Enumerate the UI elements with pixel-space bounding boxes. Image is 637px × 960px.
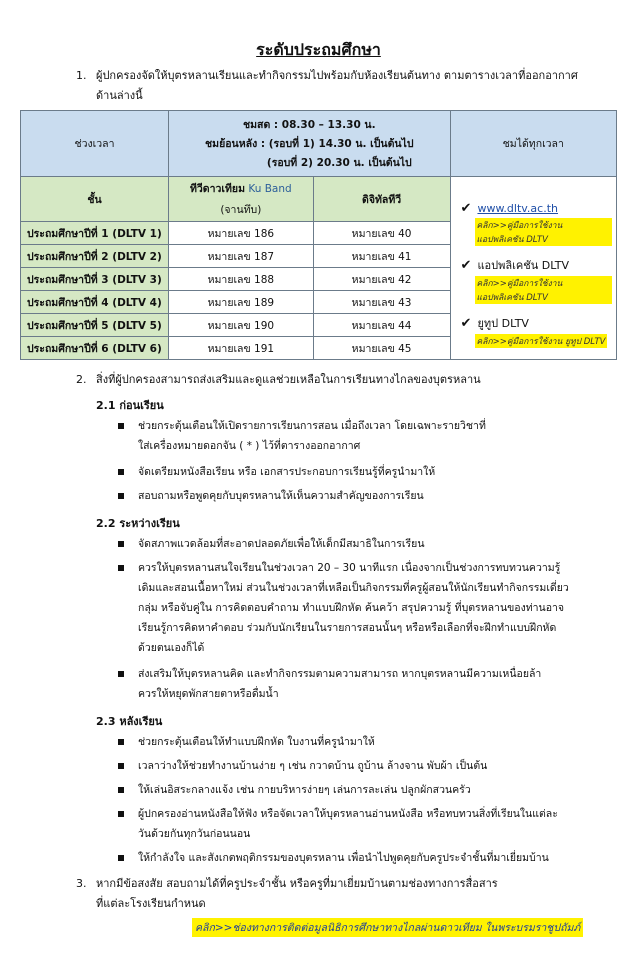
digital-cell: หมายเลข 41 [313,245,450,268]
list-item [118,780,598,800]
bullet-text-cont: ด้วยตนเองก็ได้ [138,642,205,654]
bullet-icon [118,763,124,769]
website-hint-link[interactable]: คลิก>>คู่มือการใช้งาน แอปพลิเคชัน DLTV [475,218,612,246]
live-time: ชมสด : 08.30 – 13.30 น. [243,119,376,131]
item-3 [76,874,616,914]
section-2-3-title: 2.3 หลังเรียน [96,715,163,728]
item-2 [76,370,616,390]
digital-cell: หมายเลข 45 [313,337,450,360]
satellite-cell: หมายเลข 187 [169,245,314,268]
online-channels [450,177,616,360]
bullet-text-cont: เดิมและสอนเนื้อหาใหม่ ส่วนในช่วงเวลาที่เหลือเป็นกิจกรรมที่ครูผู้สอนให้นักเรียนทำกิจกรรมเดี่ยว [138,582,569,594]
bullet-text: จัดสภาพแวดล้อมที่สะอาดปลอดภัยเพื่อให้เด็กมีสมาธิในการเรียน [138,538,425,550]
list-item [118,416,598,456]
list-item [118,664,598,704]
list-item [118,756,598,776]
youtube-label: ยูทูป DLTV [477,317,529,330]
satellite-cell: หมายเลข 191 [169,337,314,360]
list-item [118,462,598,482]
anytime-header: ชมได้ทุกเวลา [450,111,616,177]
check-icon: ✔ [460,316,472,331]
bullet-icon [118,739,124,745]
bullet-icon [118,565,124,571]
item-3-line-2: ที่แต่ละโรงเรียนกำหนด [96,897,206,910]
bullet-text-cont: กลุ่ม หรือจับคู่ใน การคิดตอบคำถาม ทำแบบฝึกหัด ค้นคว้า สรุปความรู้ ที่บุตรหลานของท่านอาจ [138,602,565,614]
list-item [118,732,598,752]
item-2-text: สิ่งที่ผู้ปกครองสามารถส่งเสริมและดูแลช่วยเหลือในการเรียนทางไกลของบุตรหลาน [96,373,481,386]
grade-cell: ประถมศึกษาปีที่ 6 (DLTV 6) [21,337,169,360]
digital-cell: หมายเลข 43 [313,291,450,314]
app-label: แอปพลิเคชัน DLTV [477,259,570,272]
item-2-number: 2. [76,373,87,386]
list-item [118,558,598,658]
grade-cell: ประถมศึกษาปีที่ 5 (DLTV 5) [21,314,169,337]
bullet-text: ให้กำลังใจ และสังเกตพฤติกรรมของบุตรหลาน เพื่อนำไปพูดคุยกับครูประจำชั้นที่มาเยี่ยมบ้าน [138,852,549,864]
time-cell [169,111,451,177]
satellite-cell: หมายเลข 188 [169,268,314,291]
youtube-hint-link[interactable]: คลิก>>คู่มือการใช้งาน ยูทูป DLTV [475,334,608,348]
bullet-icon [118,469,124,475]
bullet-icon [118,541,124,547]
item-1-line-1: ผู้ปกครองจัดให้บุตรหลานเรียนและทำกิจกรรมไปพร้อมกับห้องเรียนต้นทาง ตามตารางเวลาที่ออกอากาศ [96,69,578,82]
bullet-icon [118,671,124,677]
item-1-line-2: ด้านล่างนี้ [96,89,143,102]
bullet-text: ช่วยกระตุ้นเตือนให้เปิดรายการเรียนการสอน เมื่อถึงเวลา โดยเฉพาะรายวิชาที่ [138,420,486,432]
bullet-text: ให้เล่นอิสระกลางแจ้ง เช่น กายบริหารง่ายๆ เล่นการละเล่น ปลูกผักสวนครัว [138,784,471,796]
bullet-text: สอบถามหรือพูดคุยกับบุตรหลานให้เห็นความสำคัญของการเรียน [138,490,424,502]
bullet-text: เวลาว่างให้ช่วยทำงานบ้านง่าย ๆ เช่น กวาดบ้าน ถูบ้าน ล้างจาน พับผ้า เป็นต้น [138,760,488,772]
bullet-icon [118,493,124,499]
grade-cell: ประถมศึกษาปีที่ 1 (DLTV 1) [21,222,169,245]
item-3-line-1: หากมีข้อสงสัย สอบถามได้ที่ครูประจำชั้น หรือครูที่มาเยี่ยมบ้านตามช่องทางการสื่อสาร [96,877,498,890]
grade-cell: ประถมศึกษาปีที่ 3 (DLTV 3) [21,268,169,291]
grade-cell: ประถมศึกษาปีที่ 2 (DLTV 2) [21,245,169,268]
bullet-text-cont: ควรให้หยุดพักสายตาหรือดื่มน้ำ [138,688,279,700]
page-title: ระดับประถมศึกษา [256,40,381,59]
bullet-icon [118,811,124,817]
list-item [118,486,598,506]
item-3-number: 3. [76,877,87,890]
kuband-label: Ku Band [248,183,292,195]
bullet-icon [118,855,124,861]
bullet-text: ส่งเสริมให้บุตรหลานคิด และทำกิจกรรมตามความสามารถ หากบุตรหลานมีความเหนื่อยล้า [138,668,542,680]
item-1-number: 1. [76,69,87,82]
check-icon: ✔ [460,258,472,273]
bullet-text: ผู้ปกครองอ่านหนังสือให้ฟัง หรือจัดเวลาให้บุตรหลานอ่านหนังสือ หรือทบทวนสิ่งที่เรียนในแต่ละ [138,808,558,820]
replay-time-2: (รอบที่ 2) 20.30 น. เป็นต้นไป [266,157,412,169]
grade-cell: ประถมศึกษาปีที่ 4 (DLTV 4) [21,291,169,314]
website-link[interactable]: www.dltv.ac.th [477,202,559,215]
online-item-website [461,201,612,216]
bullet-text-cont: เรียนรู้การคิดหาคำตอบ ร่วมกับนักเรียนในรายการสอนนั้นๆ หรือหรือเลือกที่จะฝึกทำแบบฝึกหัด [138,622,557,634]
section-2-1-title: 2.1 ก่อนเรียน [96,399,164,412]
satellite-cell: หมายเลข 190 [169,314,314,337]
time-header: ช่วงเวลา [21,111,169,177]
online-item-youtube [461,314,612,332]
bullet-text: จัดเตรียมหนังสือเรียน หรือ เอกสารประกอบการเรียนรู้ที่ครูนำมาให้ [138,466,436,478]
check-icon: ✔ [460,201,472,216]
bullet-text-cont: ใส่เครื่องหมายดอกจัน ( * ) ไว้ที่ตารางออกอากาศ [138,440,361,452]
digital-header: ดิจิทัลทีวี [313,177,450,222]
list-item [118,848,598,868]
grade-header: ชั้น [21,177,169,222]
list-item [118,534,598,554]
digital-cell: หมายเลข 42 [313,268,450,291]
replay-time-1: ชมย้อนหลัง : (รอบที่ 1) 14.30 น. เป็นต้นไป [205,138,414,150]
satellite-cell: หมายเลข 189 [169,291,314,314]
online-item-app [461,256,612,274]
bullet-icon [118,787,124,793]
satellite-label: ทีวีดาวเทียม [189,183,245,195]
digital-cell: หมายเลข 44 [313,314,450,337]
contact-link[interactable]: คลิก>>ช่องทางการติดต่อมูลนิธิการศึกษาทางไกลผ่านดาวเทียม ในพระบรมราชูปถัมภ์ [192,918,583,937]
bullet-text: ช่วยกระตุ้นเตือนให้ทำแบบฝึกหัด ใบงานที่ครูนำมาให้ [138,736,375,748]
list-item [118,804,598,844]
bullet-text: ควรให้บุตรหลานสนใจเรียนในช่วงเวลา 20 – 30 นาทีแรก เนื่องจากเป็นช่วงการทบทวนความรู้ [138,562,561,574]
satellite-cell: หมายเลข 186 [169,222,314,245]
item-1 [76,66,616,106]
section-2-2-title: 2.2 ระหว่างเรียน [96,517,180,530]
satellite-sub: (จานทึบ) [220,204,262,216]
bullet-text-cont: วันด้วยกันทุกวันก่อนนอน [138,828,251,840]
digital-cell: หมายเลข 40 [313,222,450,245]
satellite-header [169,177,314,222]
broadcast-schedule-table [20,110,617,360]
bullet-icon [118,423,124,429]
app-hint-link[interactable]: คลิก>>คู่มือการใช้งาน แอปพลิเคชัน DLTV [475,276,612,304]
